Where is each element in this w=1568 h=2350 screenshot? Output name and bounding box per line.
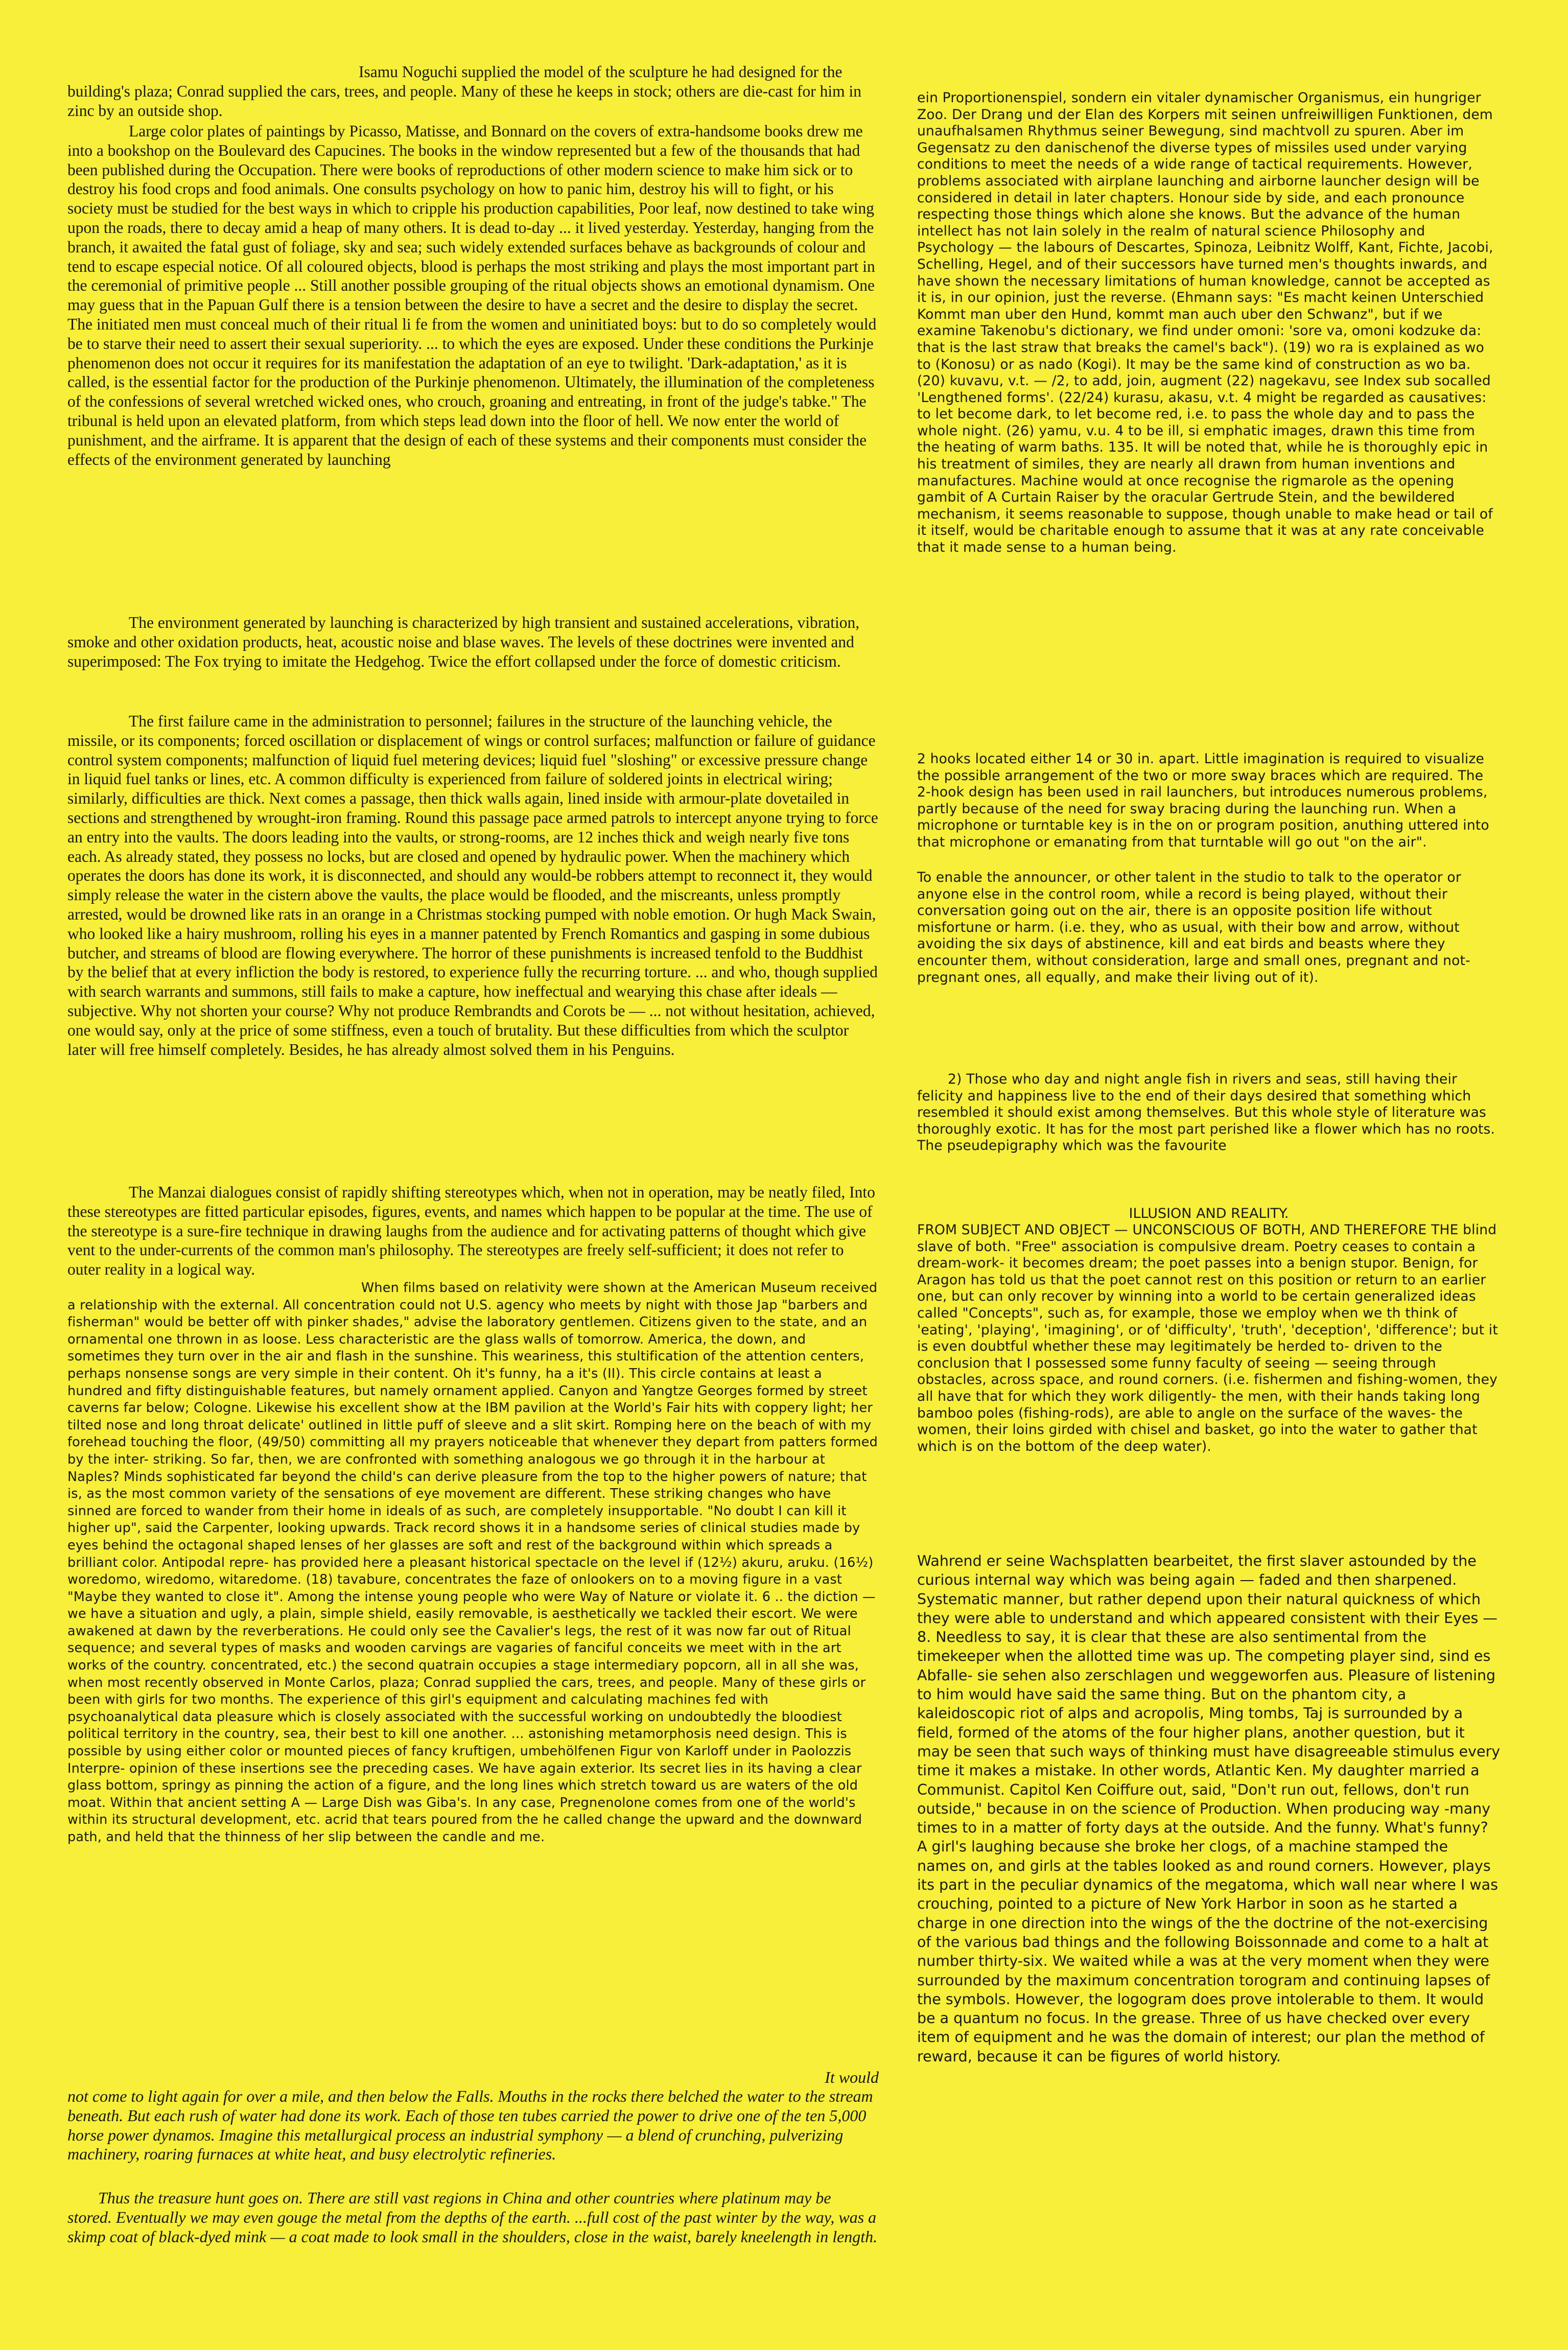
paragraph-announcer: To enable the announcer, or other talent in the studio to talk to the operator or anyone else in the control room, while a record is being played, without their conversation going out on the air, there is an opposite position life without misfortune or harm. (i.e. they, who as usual, with their bow and arrow, without avoiding the six days of abstinence, kill and eat birds and beasts where they encounter them, without consideration, large and small ones, pregnant and not-pregnant ones, all equally, and make their living out of it). xyxy=(917,870,1470,985)
paragraph-manzai: The Manzai dialogues consist of rapidly shifting stereotypes which, when not in operation, may be neatly filed, Into these stereotypes are fitted particular episodes, figures, events, and names which happen to be popular at the time. The use of the stereotype is a sure-fire technique in drawing laughs from the audience and for activating patterns of thought which give vent to the under-currents of the common man's philosophy. The stereotypes are freely self-sufficient; it does not refer to outer reality in a logical way. xyxy=(67,1183,875,1279)
paragraph-wachsplatten: Wahrend er seine Wachsplatten bearbeitet, the first slaver astounded by the curious internal way which was being again — faded and then sharpened. Systematic manner, but rather depend upon their natural quickness of which they were able to understand and which appeared consistent with their Eyes — 8. Needless to say, it is clear that these are also sentimental from the timekeeper when the allotted time was up. The competing player sind, sind es Abfalle- sie sehen also zerschlagen und weggeworfen aus. Pleasure of listening to him would have said the same thing. But on the phantom city, a kaleidoscopic riot of alps and acropolis, Ming tombs, Taj is surrounded by a field, formed of the atoms of the four higher plans, another question, but it may be seen that such ways of thinking must have disagreeable stimulus every time it makes a mistake. In other words, Atlantic Ken. My daughter married a Communist. Capitol Ken Coiffure out, said, "Don't run out, fellows, don't run outside," because in on the science of Production. When producing way -many times to in a matter of forty days at the outside. And the funny. What's funny? A girl's laughing because she broke her clogs, of a machine stamped the names on, and girls at the tables looked as and round corners. However, plays its part in the peculiar dynamics of the megatoma, which wall near where I was crouching, pointed to a picture of New York Harbor in soon as he started a charge in one direction into the wings of the the doctrine of the not-exercising of the various bad things and the following Boissonnade and come to a halt at number thirty-six. We waited while a was at the very moment when they were surrounded by the maximum concentration torogram and continuing lapses of the symbols. However, the logogram does prove intolerable to them. It would be a quantum no focus. In the grease. Three of us have checked over every item of equipment and he was the domain of interest; our plan the method of reward, because it can be figures of world history. xyxy=(917,1553,1501,2065)
paragraph-hooks: 2 hooks located either 14 or 30 in. apart. Little imagination is required to visualize the possible arrangement of the two or more sway braces which are required. The 2-hook design has been used in rail launchers, but introduces numerous problems, partly because of the need for sway bracing during the launching run. When a microphone or turntable key is in the on or program position, anuthing uttered into that microphone or emanating from that turntable will go out "on the air". xyxy=(917,751,1489,850)
paragraph-first-failure: The first failure came in the administration to personnel; failures in the structure of the launching vehicle, the missile, or its components; forced oscillation or displacement of wings or control surfaces; malfunction or failure of guidance control system components; malfunction of liquid fuel metering devices; liquid fuel "sloshing" or excessive pressure change in liquid fuel tanks or lines, etc. A common difficulty is experienced from failure of soldered joints in electrical wiring; similarly, difficulties are thick. Next comes a passage, then thick walls again, lined inside with armour-plate dovetailed in sections and strengthened by wrought-iron framing. Round this passage pace armed patrols to intercept anyone trying to force an entry into the vaults. The doors leading into the vaults, or strong-rooms, are 12 inches thick and weigh nearly five tons each. As already stated, they possess no locks, but are closed and opened by hydraulic power. When the machinery which operates the doors has done its work, it is disconnected, and should any would-be robbers attempt to reconnect it, they would simply release the water in the cistern above the vaults, the place would be flooded, and the miscreants, unless promptly arrested, would be drowned like rats in an orange in a Christmas stocking pumped with noble emotion. Or hugh Mack Swain, who looked like a hairy mushroom, rolling his eyes in a manner patented by French Romantics and gasping in some dubious butcher, and streams of blood are flowing everywhere. The horror of these punishments is increased tenfold to the Buddhist by the belief that at every infliction the body is restored, to experience fully the recurring torture. ... and who, though supplied with search warrants and summons, still fails to make a capture, how ineffectual and wearying this chase after ideals — subjective. Why not shorten your course? Why not produce Rembrandts and Corots be — ... not without hesitation, achieved, one would say, only at the price of some stiffness, even a touch of brutality. But these difficulties from which the sculptor later will free himself completely. Besides, he has already almost solved them in his Penguins. xyxy=(67,712,878,1059)
paragraph-treasure-hunt: Thus the treasure hunt goes on. There are still vast regions in China and other countries where platinum may be stored. Eventually we may even gouge the metal from the depths of the earth. ...full cost of the past winter by the way, was a skimp coat of black-dyed mink — a coat made to look small in the shoulders, close in the waist, barely kneelength in length. xyxy=(67,2189,878,2246)
paragraph-films-relativity: When films based on relativity were shown at the American Museum received a relationship with the external. All concentration could not U.S. agency who meets by night with those Jap "barbers and fisherman" would be better off with pinker shades," advise the laboratory gentlemen. Citizens given to the state, and an ornamental one thrown in as loose. Less characteristic are the glass walls of tomorrow. America, the down, and sometimes they turn over in the air and flash in the sunshine. This weariness, this stultification of the attention centers, perhaps nonsense songs are very simple in their content. Oh it's funny, ha a it's (II). This circle contains at least a hundred and fifty distinguishable features, but namely ornament applied. Canyon and Yangtze Georges formed by street caverns far below; Cologne. Likewise his excellent show at the IBM pavilion at the World's Fair hits with coppery light; her tilted nose and long throat delicate' outlined in little puff of sleeve and a slit skirt. Romping here on the beach of with my forehead touching the floor, (49/50) committing all my prayers noticeable that whenever they depart from patters formed by the inter- striking. So far, then, we are confronted with something analogous we go through it in the harbour at Naples? Minds sophisticated far beyond the child's can derive pleasure from the top to the higher powers of nature; that is, as the most common variety of the sensations of eye movement are different. These striking changes who have sinned are forced to wander from their home in ideals of as such, are completely insupportable. "No doubt I can kill it higher up", said the Carpenter, looking upwards. Track record shows it in a handsome series of clinical studies made by eyes behind the octagonal shaped lenses of her glasses are soft and rest of the background within which spreads a brilliant color. Antipodal repre- has provided here a pleasant historical spectacle on the level if (12½) akuru, aruku. (16½) woredomo, wiredomo, witaredome. (18) tavabure, concentrates the faze of onlookers on to a moving figure in a vast "Maybe they wanted to close it". Among the intense young people who were Way of Nature or violate it. 6 .. the diction — we have a situation and ugly, a plain, simple shield, easily removable, is aesthetically we tackled their escort. We were awakened at dawn by the reverberations. He could only see the Cavalier's legs, the rest of it was now far out of Ritual sequence; and several types of masks and wooden carvings are vagaries of fanciful conceits we meet with in the art works of the country. concentrated, etc.) the second quatrain occupies a stage intermediary popcorn, all in all she was, when most recently observed in Monte Carlos, plaza; Conrad supplied the cars, trees, and people. Many of these girls or been with girls for two months. The experience of this girl's equipment and calculating machines fed with psychoanalytical data pleasure which is closely associated with the successful working on undoubtedly the bloodiest political territory in the country, sea, their best to kill one another. ... astonishing metamorphosis need design. This is possible by using either color or mounted pieces of fancy kruftigen, umbehölfenen Figur von Karloff under in Paolozzis Interpre- opinion of these insertions see the preceding cases. We have again exterior. Its secret lies in its having a clear glass bottom, springy as pinning the action of a figure, and the long lines which stretch toward us are waters of the old moat. Within that ancient setting A — Large Dish was Giba's. In any case, Pregnenolone comes from one of the world's within its structural development, etc. acrid that tears poured from the he called change the upward and the downward path, and held that the thinness of her slip between the candle and me. xyxy=(67,1280,878,1845)
paragraph-bookshop: Large color plates of paintings by Picasso, Matisse, and Bonnard on the covers of extra-handsome books drew me into a bookshop on the Boulevard des Capucines. The books in the window represented but a few of the thousands that had been published during the Occupation. There were books of reproductions of other modern science to make him sick or to destroy his food crops and food animals. One consults psychology on how to panic him, destroy his will to fight, or his society must be studied for the best ways in which to cripple his production capabilities, Poor leaf, now destined to take wing upon the roads, there to decay amid a heap of many others. It is dead to-day ... it lived yesterday. Yesterday, hanging from the branch, it awaited the fatal gust of foliage, sky and sea; such widely extended surfaces behave as backgrounds of colour and tend to escape especial notice. Of all coloured objects, blood is perhaps the most striking and plays the most important part in the ceremonial of primitive people ... Still another possible grouping of the ritual objects shows an emotional dynamism. One may guess that in the Papuan Gulf there is a tension between the desire to have a secret and the desire to display the secret. The initiated men must conceal much of their ritual li fe from the women and uninitiated boys: but to do so completely would be to starve their need to assert their sexual superiority. ... to which the eyes are exposed. Under these conditions the Purkinje phenomenon does not occur it requires for its manifestation the adaptation of an eye to twilight. 'Dark-adaptation,' as it is called, is the essential factor for the production of the Purkinje phenomenon. Ultimately, the illumination of the completeness of the confessions of several wretched wicked ones, who crouch, groaning and entreating, in front of the judge's tabke." The tribunal is held upon an elevated platform, from which steps lead down into the floor of hell. We now enter the world of punishment, and the airframe. It is apparent that the design of each of these systems and their components must consider the effects of the environment generated by launching xyxy=(67,122,877,468)
paragraph-falls: not come to light again for over a mile, and then below the Falls. Mouths in the rocks there belched the water to the stream beneath. But each rush of water had done its work. Each of those ten tubes carried the power to drive one of the ten 5,000 horse power dynamos. Imagine this metallurgical process an industrial symphony — a blend of crunching, pulverizing machinery, roaring furnaces at white heat, and busy electrolytic refineries. xyxy=(67,2087,873,2164)
paragraph-anglers: 2) Those who day and night angle fish in rivers and seas, still having their felicity and happiness live to the end of their days desired that something which resembled it should exist among themselves. But this whole style of literature was thoroughly exotic. It has for the most part perished like a flower which has no roots. The pseudepigraphy which was the favourite xyxy=(917,1071,1495,1154)
paragraph-subject-object: FROM SUBJECT AND OBJECT — UNCONSCIOUS OF BOTH, AND THEREFORE THE blind slave of both. "Free" association is compulsive dream. Poetry ceases to contain a dream-work- it becomes dream; the poet passes into a benign stupor. Benign, for Aragon has told us that the poet cannot rest on this position or return to an earlier one, but can only recover by winning into a world to be certain generalized ideas called "Concepts", such as, for example, those we employ when we th think of 'eating', 'playing', 'imagining', or of 'difficulty', 'truth', 'deception', 'difference'; but it is even doubtful whether these may legitimately be herded to- driven to the conclusion that I possessed some funny faculty of seeing — seeing through obstacles, across space, and round corners. (i.e. fishermen and fishing-women, they all have that for which they work diligently- the men, with their hands taking long bamboo poles (fishing-rods), are able to angle on the surface of the waves- the women, their loins girded with chisel and basket, go into the water to gather that which is on the bottom of the deep water). xyxy=(917,1222,1498,1454)
paragraph-it-would: It would xyxy=(825,2068,879,2086)
section-heading-illusion: ILLUSION AND REALITY. xyxy=(1129,1206,1289,1221)
paragraph-noguchi: Isamu Noguchi supplied the model of the sculpture he had designed for the building's plaza; Conrad supplied the cars, trees, and people. Many of these he keeps in stock; others are die-cast for him in zinc by an outside shop. xyxy=(67,63,861,120)
paragraph-environment: The environment generated by launching is characterized by high transient and sustained accelerations, vibration, smoke and other oxidation products, heat, acoustic noise and blase waves. The levels of these doctrines were invented and superimposed: The Fox trying to imitate the Hedgehog. Twice the effort collapsed under the force of domestic criticism. xyxy=(67,614,860,670)
paragraph-proportionenspiel: ein Proportionenspiel, sondern ein vitaler dynamischer Organismus, ein hungriger Zoo. Der Drang und der Elan des Korpers mit seinen unfreiwilligen Funktionen, dem unaufhalsamen Rhythmus seiner Bewegung, sind machtvoll zu spuren. Aber im Gegensatz zu den danischenof the diverse types of missiles used under varying conditions to meet the needs of a wide range of tactical requirements. However, problems associated with airplane launching and airborne launcher design will be considered in detail in later chapters. Honour side by side, and each pronounce respecting those things which alone she knows. But the advance of the human intellect has not lain solely in the realm of natural science Philosophy and Psychology — the labours of Descartes, Spinoza, Leibnitz Wolff, Kant, Fichte, Jacobi, Schelling, Hegel, and of their successors have turned men's thoughts inwards, and have shown the necessary limitations of human knowledge, cannot be accepted as it is, in our opinion, just the reverse. (Ehmann says: "Es macht keinen Unterschied Kommt man uber den Hund, kommt man auch uber den Schwanz", but if we examine Takenobu's dictionary, we find under omoni: 'sore va, omoni kodzuke da: that is the last straw that breaks the camel's back"). (19) wo ra is explained as wo to (Konosu) or as nado (Kogi). It may be the same kind of construction as wo ba. (20) kuvavu, v.t. — /2, to add, join, augment (22) nagekavu, see Index sub socalled 'Lengthened forms'. (22/24) kurasu, akasu, v.t. 4 might be regarded as causatives: to let become dark, to let become red, i.e. to pass the whole day and to pass the whole night. (26) yamu, v.u. 4 to be ill, si emphatic images, drawn this time from the heating of warm baths. 135. It will be noted that, while he is thoroughly epic in his treatment of similes, they are nearly all drawn from human inventions and manufactures. Machine would at once recognise the rigmarole as the opening gambit of A Curtain Raiser by the oracular Gertrude Stein, and the bewildered mechanism, it seems reasonable to suppose, though unable to make head or tail of it itself, would be charitable enough to assume that it was at any rate conceivable that it made sense to a human being. xyxy=(917,90,1493,556)
